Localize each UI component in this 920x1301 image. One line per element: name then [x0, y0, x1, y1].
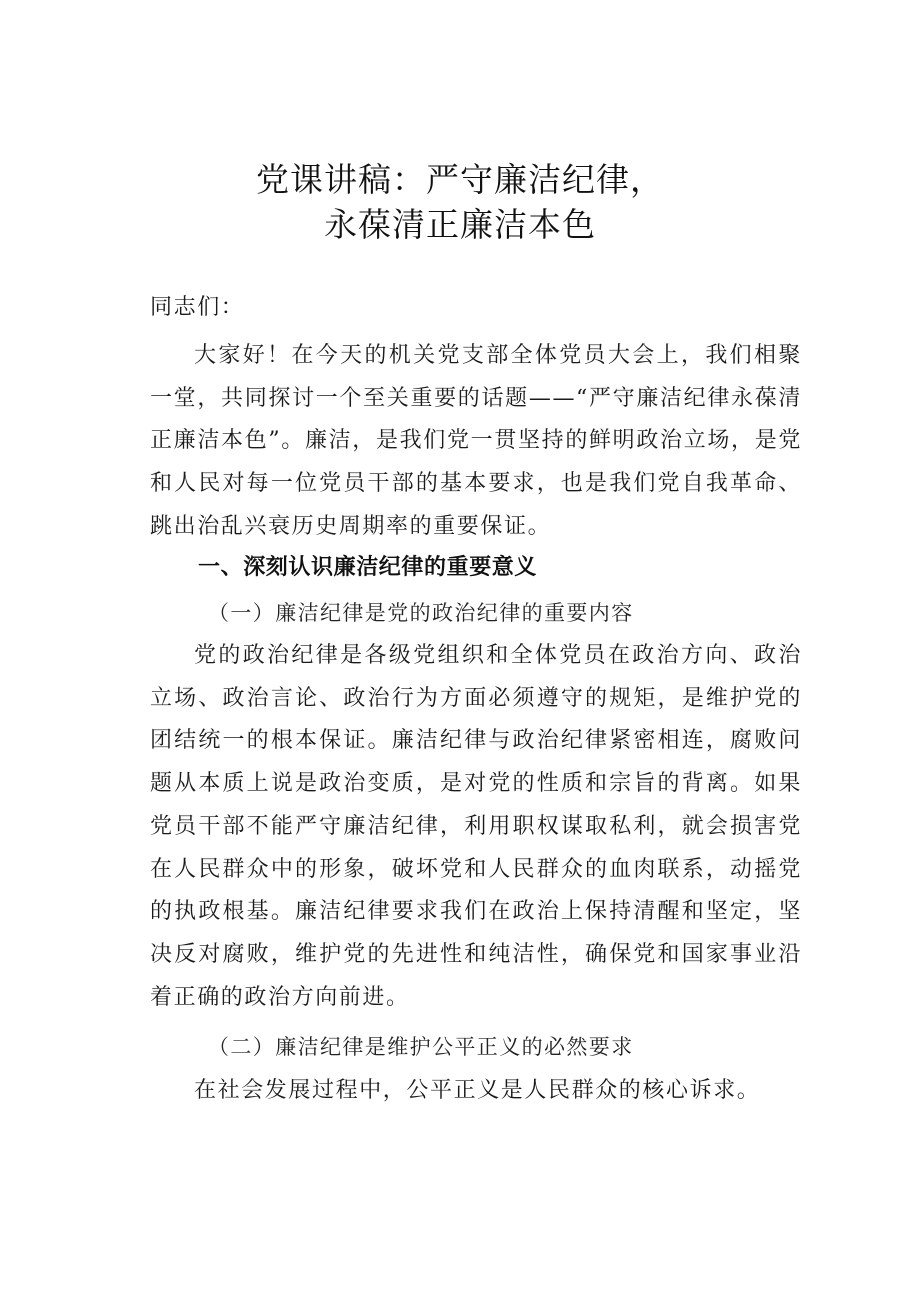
paragraph-political-discipline: 党的政治纪律是各级党组织和全体党员在政治方向、政治立场、政治言论、政治行为方面必须遵守的规矩，是维护党的团结统一的根本保证。廉洁纪律与政治纪律紧密相连，腐败问题从本质上说是政治变质，是对党的性质和宗旨的背离。如果党员干部不能严守廉洁纪律，利用职权谋取私利，就会损害党在人民群众中的形象，破坏党和人民群众的血肉联系，动摇党的执政根基。廉洁纪律要求我们在政治上保持清醒和坚定，坚决反对腐败，维护党的先进性和纯洁性，确保党和国家事业沿着正确的政治方向前进。 [150, 643, 802, 1010]
paragraph-intro: 大家好！在今天的机关党支部全体党员大会上，我们相聚一堂，共同探讨一个至关重要的话题——“严守廉洁纪律永葆清正廉洁本色”。廉洁，是我们党一贯坚持的鲜明政治立场，是党和人民对每一位党员干部的基本要求，也是我们党自我革命、跳出治乱兴衰历史周期率的重要保证。 [150, 343, 802, 539]
section-heading-1: 一、深刻认识廉洁纪律的重要意义 [198, 555, 538, 580]
document-title-line1: 党课讲稿：严守廉洁纪律， [256, 160, 664, 199]
document-title-line2: 永葆清正廉洁本色 [324, 205, 596, 244]
subsection-heading-2: （二）廉洁纪律是维护公平正义的必然要求 [208, 1035, 634, 1059]
greeting: 同志们： [150, 295, 245, 320]
paragraph-fairness: 在社会发展过程中，公平正义是人民群众的核心诉求。 [194, 1078, 761, 1103]
subsection-heading-1: （一）廉洁纪律是党的政治纪律的重要内容 [208, 601, 634, 625]
